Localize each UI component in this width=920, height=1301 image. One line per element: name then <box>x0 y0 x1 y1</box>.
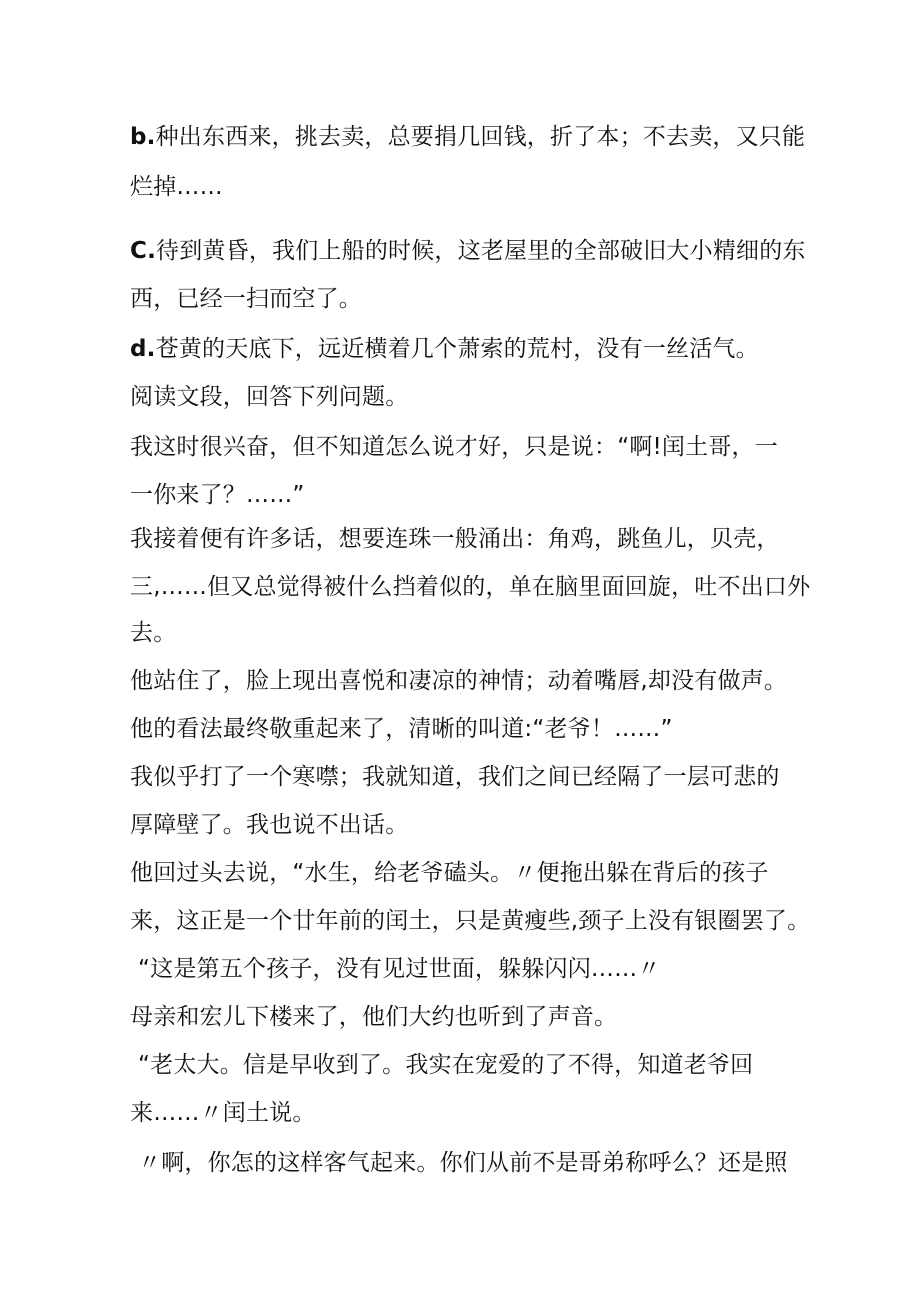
passage-line: 他回过头去说，“水生，给老爷磕头。〃便拖出躲在背后的孩子 <box>130 860 769 886</box>
option-c-line-1 <box>130 236 806 266</box>
passage-line: 来……〃闰土说。 <box>130 1100 316 1126</box>
option-b-label: b. <box>130 124 156 150</box>
option-d-text: 苍黄的天底下，远近横着几个萧索的荒村，没有一丝活气。 <box>155 336 759 362</box>
passage-line: 一你来了？……” <box>130 482 305 508</box>
option-b-text: 种出东西来，挑去卖，总要捐几回钱，折了本；不去卖，又只能 <box>155 124 806 150</box>
passage-line: 我接着便有许多话，想要连珠一般涌出：角鸡，跳鱼儿，贝壳， <box>130 526 780 552</box>
passage-line: 去。 <box>130 620 177 646</box>
option-d-label: d. <box>130 336 156 362</box>
passage-line: 母亲和宏儿下楼来了，他们大约也听到了声音。 <box>130 1004 618 1030</box>
passage-line: 来，这正是一个廿年前的闰土，只是黄瘦些,颈子上没有银圈罢了。 <box>130 908 811 934</box>
instruction: 阅读文段，回答下列问题。 <box>130 384 409 410</box>
option-b-line-2: 烂掉…… <box>130 174 223 200</box>
passage-line: “这是第五个孩子，没有见过世面，躲躲闪闪……〃 <box>138 956 661 982</box>
passage-line: 我似乎打了一个寒噤；我就知道，我们之间已经隔了一层可悲的 <box>130 764 780 790</box>
passage-line: 三,……但又总觉得被什么挡着似的，单在脑里面回旋，吐不出口外 <box>130 574 811 600</box>
option-c-text: 待到黄昏，我们上船的时候，这老屋里的全部破旧大小精细的东 <box>156 238 806 264</box>
passage-line: 他站住了，脸上现出喜悦和凄凉的神情；动着嘴唇,却没有做声。 <box>130 668 788 694</box>
option-d-line-1 <box>130 334 759 364</box>
option-c-line-2: 西，已经一扫而空了。 <box>130 286 362 312</box>
passage-line: 我这时很兴奋，但不知道怎么说才好，只是说：“啊!闰土哥，一 <box>130 434 778 460</box>
passage-line: 厚障壁了。我也说不出话。 <box>130 812 409 838</box>
passage-line: 他的看法最终敬重起来了，清晰的叫道:“老爷！……” <box>130 716 673 742</box>
option-c-label: C. <box>130 238 157 264</box>
option-b-line-1 <box>130 122 805 152</box>
passage-line: “老太大。信是早收到了。我实在宠爱的了不得，知道老爷回 <box>138 1052 754 1078</box>
passage-line: 〃啊，你怎的这样客气起来。你们从前不是哥弟称呼么？还是照 <box>138 1150 788 1176</box>
